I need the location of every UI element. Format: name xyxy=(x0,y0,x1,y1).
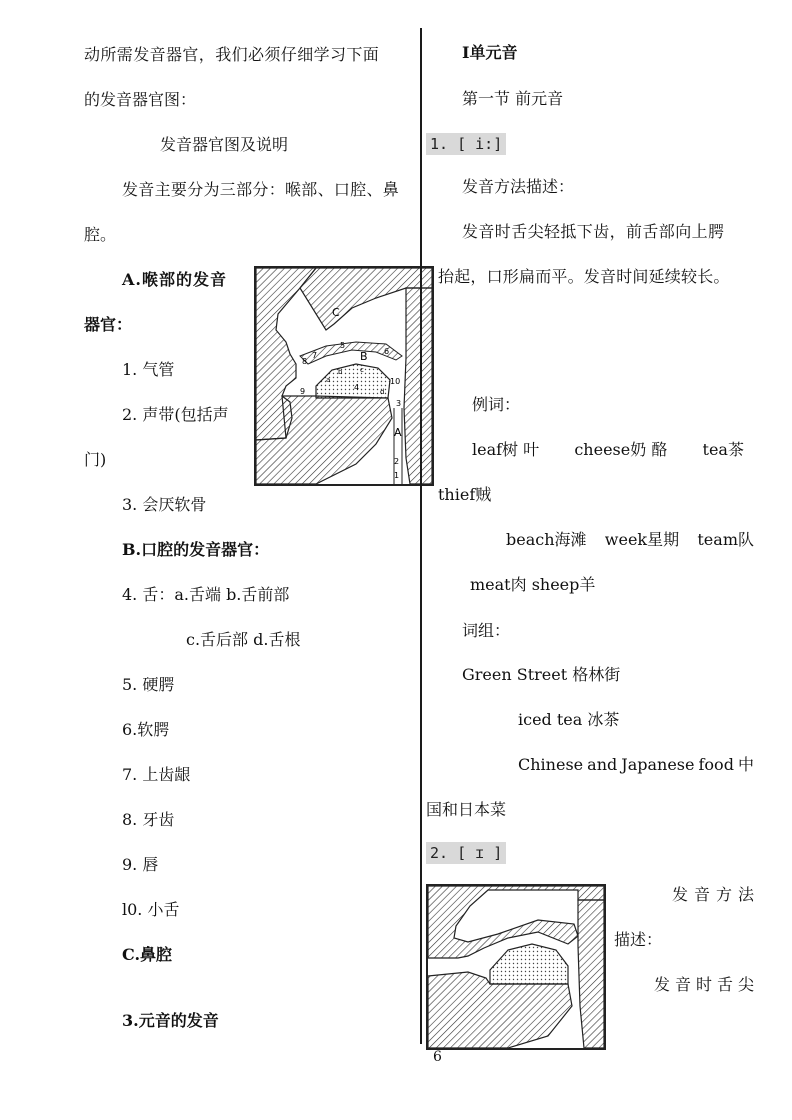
phrase: iced tea 冰茶 xyxy=(518,710,620,729)
label-a-small: a xyxy=(326,376,331,384)
label-c-small: c xyxy=(360,366,364,374)
label-1: 1 xyxy=(394,471,400,480)
method2-char: 时 xyxy=(695,975,712,994)
left-paragraph-line: 发音主要分为三部分：喉部、口腔、鼻 xyxy=(122,180,400,199)
label-b: B xyxy=(360,350,368,363)
list-item-cont: c.舌后部 d.舌根 xyxy=(186,630,301,649)
phrase-cont: 国和日本菜 xyxy=(426,800,507,819)
pharynx-wall xyxy=(404,288,432,484)
label-2: 2 xyxy=(394,457,400,466)
page-number: 6 xyxy=(433,1049,442,1065)
label-3: 3 xyxy=(396,399,402,408)
tongue-position-diagram xyxy=(426,884,606,1050)
example-word: team队 xyxy=(697,530,754,549)
method2-char: 音 xyxy=(693,885,710,904)
label-4: 4 xyxy=(354,383,360,392)
method-text-line: 发音时舌尖轻抵下齿，前舌部向上腭 xyxy=(462,222,725,241)
phrase-word: Chinese xyxy=(518,755,584,774)
label-5: 5 xyxy=(340,341,346,350)
examples-label: 例词： xyxy=(472,395,521,414)
method2-char: 发 xyxy=(654,975,671,994)
list-item: 9. 唇 xyxy=(122,855,159,874)
method2-char: 音 xyxy=(674,975,691,994)
example-words-line xyxy=(472,439,744,461)
method2-char: 方 xyxy=(715,885,732,904)
phrase-word: and xyxy=(587,755,618,774)
label-c: C xyxy=(332,306,340,319)
tongue-position-svg xyxy=(428,886,604,1048)
label-8: 8 xyxy=(302,357,308,366)
unit-heading: I单元音 xyxy=(462,43,518,62)
left-paragraph-line: 动所需发音器官，我们必须仔细学习下面 xyxy=(84,45,380,64)
left-paragraph-line: 腔。 xyxy=(84,225,117,244)
phrase-word: food xyxy=(698,755,734,774)
section-b-heading: B.口腔的发音器官： xyxy=(122,540,270,559)
throat-wall xyxy=(578,900,604,1048)
example-words-line: meat肉 sheep羊 xyxy=(470,575,596,594)
vocal-organs-diagram xyxy=(254,266,434,486)
phrase: Green Street 格林街 xyxy=(462,665,621,684)
section-a-heading: A.喉部的发音 xyxy=(122,270,227,289)
method2-line: 描述： xyxy=(614,930,663,949)
method-text-line: 抬起，口形扁而平。发音时间延续较长。 xyxy=(438,267,730,286)
example-word: week星期 xyxy=(604,530,680,549)
example-word: tea茶 xyxy=(702,440,744,459)
phoneme-tag-i-long: 1. [ i:] xyxy=(426,133,506,155)
list-item: l0. 小舌 xyxy=(122,900,180,919)
method2-char: 尖 xyxy=(737,975,754,994)
jaw-shape xyxy=(428,972,572,1048)
label-a: A xyxy=(394,426,402,439)
list-item: 5. 硬腭 xyxy=(122,675,175,694)
list-item: 6.软腭 xyxy=(122,720,170,739)
method2-line xyxy=(672,884,754,906)
section-c-heading: C.鼻腔 xyxy=(122,945,173,964)
method2-char: 法 xyxy=(737,885,754,904)
label-9: 9 xyxy=(300,387,306,396)
example-words-line xyxy=(506,529,754,551)
method2-line xyxy=(654,974,754,996)
phrase-word: Japanese xyxy=(621,755,695,774)
column-divider xyxy=(420,28,422,1044)
list-item: 4. 舌：a.舌端 b.舌前部 xyxy=(122,585,290,604)
label-6: 6 xyxy=(384,347,390,356)
list-item: 3. 会厌软骨 xyxy=(122,495,207,514)
label-d-small: d xyxy=(380,388,385,396)
label-b-small: b xyxy=(338,368,343,376)
vocal-organs-svg xyxy=(256,268,432,484)
phrases-label: 词组： xyxy=(462,621,511,640)
list-item: 2. 声带(包括声 xyxy=(122,405,229,424)
label-10: 10 xyxy=(390,377,401,386)
list-item: 7. 上齿龈 xyxy=(122,765,191,784)
method2-char: 舌 xyxy=(716,975,733,994)
example-word: beach海滩 xyxy=(506,530,587,549)
section-3-heading: 3.元音的发音 xyxy=(122,1011,219,1030)
label-7: 7 xyxy=(312,351,318,360)
phrase xyxy=(518,754,754,776)
example-word: thief贼 xyxy=(438,485,492,504)
list-item: 8. 牙齿 xyxy=(122,810,175,829)
example-word: cheese奶 酪 xyxy=(574,440,668,459)
example-word: leaf树 叶 xyxy=(472,440,540,459)
phoneme-tag-i-short: 2. [ ɪ ] xyxy=(426,842,506,864)
section-heading: 第一节 前元音 xyxy=(462,89,564,108)
figure-title: 发音器官图及说明 xyxy=(160,135,289,154)
list-item-cont: 门) xyxy=(84,450,107,469)
left-paragraph-line: 的发音器官图： xyxy=(84,90,197,109)
phrase-word: 中 xyxy=(737,755,754,774)
method2-char: 发 xyxy=(672,885,689,904)
tongue-shape xyxy=(490,944,568,984)
section-a-heading-cont: 器官： xyxy=(84,315,133,334)
list-item: 1. 气管 xyxy=(122,360,175,379)
method-label: 发音方法描述： xyxy=(462,177,575,196)
